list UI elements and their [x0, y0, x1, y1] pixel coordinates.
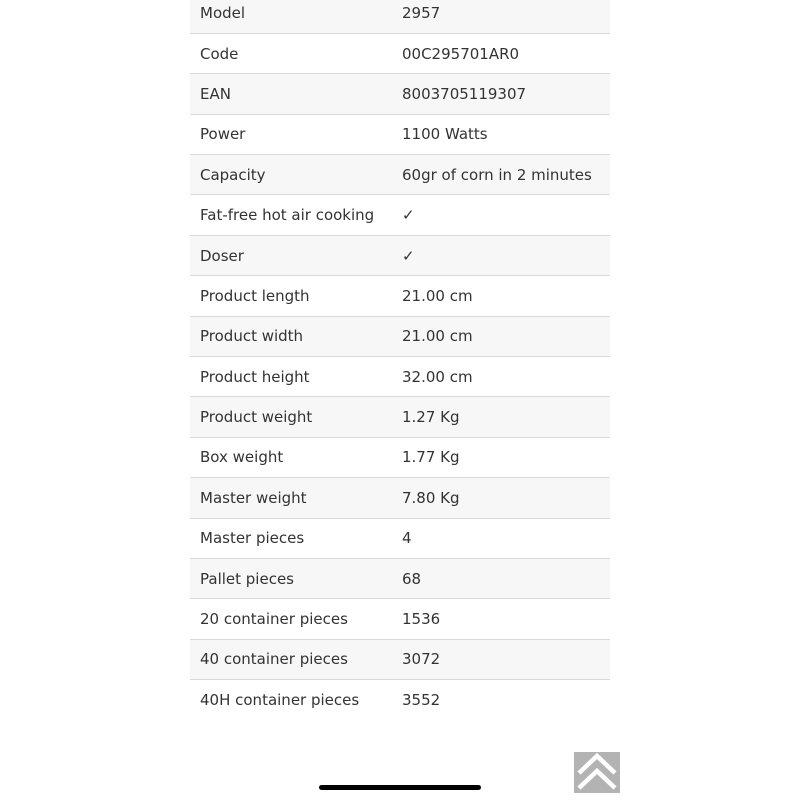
spec-label: EAN — [190, 74, 392, 114]
spec-value: 1536 — [392, 599, 610, 639]
spec-label: 40H container pieces — [200, 691, 360, 710]
spec-label: 20 container pieces — [190, 599, 392, 639]
spec-value: 4 — [392, 518, 610, 558]
spec-value: 21.00 cm — [392, 276, 610, 316]
spec-label: Capacity — [190, 155, 392, 195]
spec-value: 1100 Watts — [392, 114, 610, 154]
spec-row-fat-free — [190, 195, 610, 235]
spec-row-model — [190, 0, 610, 33]
spec-label: Box weight — [190, 437, 392, 477]
double-chevron-up-icon — [574, 752, 620, 793]
spec-value: 3072 — [392, 639, 610, 679]
spec-row-20-container — [190, 599, 610, 639]
spec-row-length — [190, 276, 610, 316]
spec-value: 8003705119307 — [392, 74, 610, 114]
spec-label: 40 container pieces — [190, 639, 392, 679]
product-specs-table — [190, 0, 610, 720]
spec-row-code — [190, 33, 610, 73]
checkmark-icon: ✓ — [392, 195, 610, 235]
spec-value: 7.80 Kg — [392, 478, 610, 518]
checkmark-icon: ✓ — [392, 235, 610, 275]
spec-row-width — [190, 316, 610, 356]
spec-label: Fat-free hot air cooking — [190, 195, 392, 235]
spec-row-40h-container — [190, 680, 610, 720]
spec-row-box-weight — [190, 437, 610, 477]
spec-label: Doser — [190, 235, 392, 275]
spec-label: Model — [190, 0, 392, 33]
spec-value: 00C295701AR0 — [392, 33, 610, 73]
spec-label: Pallet pieces — [190, 558, 392, 598]
spec-label: Product weight — [190, 397, 392, 437]
spec-value: 68 — [392, 558, 610, 598]
spec-row-master-weight — [190, 478, 610, 518]
spec-table-body — [190, 0, 610, 720]
spec-label: Product length — [190, 276, 392, 316]
spec-row-doser — [190, 235, 610, 275]
spec-row-40-container — [190, 639, 610, 679]
spec-label: Power — [190, 114, 392, 154]
spec-value: 60gr of corn in 2 minutes — [392, 155, 610, 195]
spec-row-power — [190, 114, 610, 154]
spec-label: Product height — [190, 357, 392, 397]
spec-row-product-weight — [190, 397, 610, 437]
spec-value: 3552 — [402, 691, 441, 710]
spec-value: 1.77 Kg — [392, 437, 610, 477]
spec-row-master-pieces — [190, 518, 610, 558]
spec-value: 21.00 cm — [392, 316, 610, 356]
home-indicator[interactable] — [319, 785, 481, 790]
spec-value: 2957 — [392, 0, 610, 33]
spec-row-height — [190, 357, 610, 397]
scroll-to-top-button[interactable] — [574, 752, 620, 793]
spec-value: 32.00 cm — [392, 357, 610, 397]
spec-row-ean — [190, 74, 610, 114]
spec-label: Master pieces — [190, 518, 392, 558]
spec-row-pallet-pieces — [190, 558, 610, 598]
spec-value: 1.27 Kg — [392, 397, 610, 437]
spec-label: Code — [190, 33, 392, 73]
spec-row-capacity — [190, 155, 610, 195]
spec-label: Product width — [190, 316, 392, 356]
spec-label: Master weight — [190, 478, 392, 518]
